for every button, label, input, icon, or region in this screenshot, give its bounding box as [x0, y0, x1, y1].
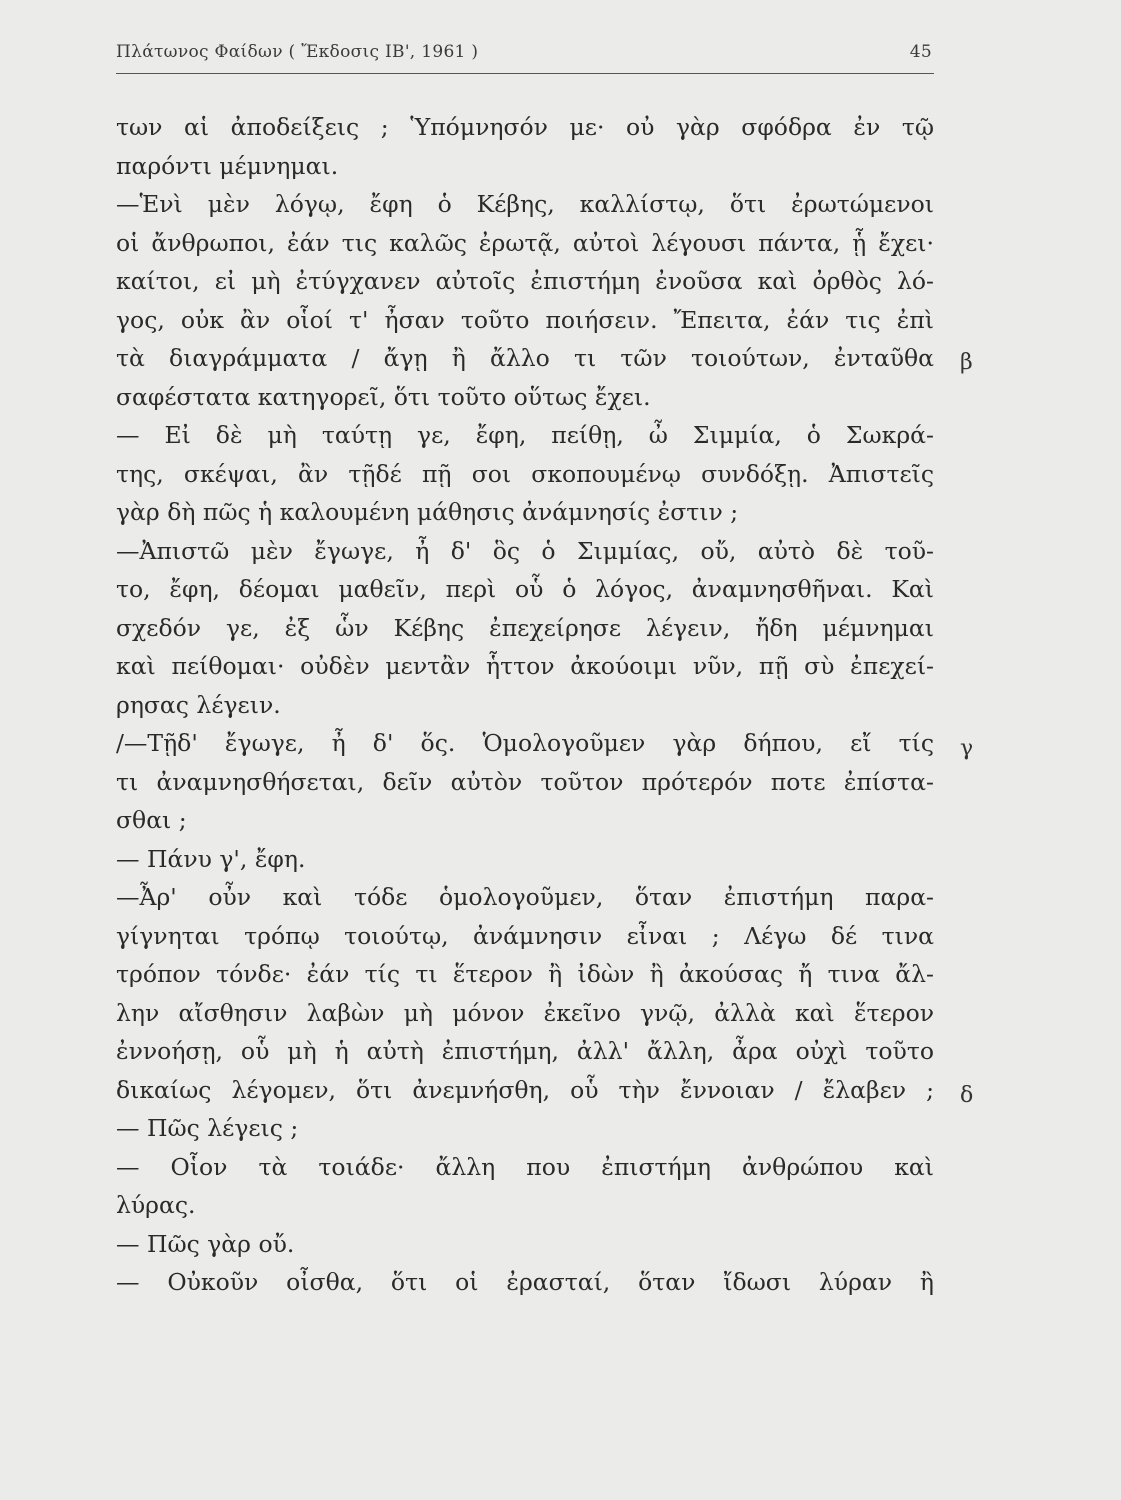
- text-line: — Οἷον τὰ τοιάδε· ἄλλη που ἐπιστήμη ἀνθρώπου καὶ: [116, 1152, 934, 1181]
- text-line: δικαίως λέγομεν, ὅτι ἀνεμνήσθη, οὗ τὴν ἔννοιαν / ἔλαβεν ;: [116, 1075, 934, 1104]
- text-line: —Ἆρ' οὖν καὶ τόδε ὁμολογοῦμεν, ὅταν ἐπιστήμη παρα-: [116, 883, 934, 911]
- margin-note-c: γ: [960, 736, 974, 761]
- text-line: ἐννοήσῃ, οὗ μὴ ἡ αὐτὴ ἐπιστήμη, ἀλλ' ἄλλη, ἆρα οὐχὶ τοῦτο: [116, 1037, 934, 1065]
- text-line: ρησας λέγειν.: [116, 690, 281, 719]
- running-header: [116, 38, 934, 70]
- text-line: τι ἀναμνησθήσεται, δεῖν αὐτὸν τοῦτον πρότερόν ποτε ἐπίστα-: [116, 767, 934, 796]
- header-rule: [116, 73, 934, 74]
- text-line: καίτοι, εἰ μὴ ἐτύγχανεν αὐτοῖς ἐπιστήμη ἐνοῦσα καὶ ὀρθὸς λό-: [116, 267, 934, 295]
- text-line: — Πῶς λέγεις ;: [116, 1114, 299, 1142]
- text-line: το, ἔφη, δέομαι μαθεῖν, περὶ οὗ ὁ λόγος, ἀναμνησθῆναι. Καὶ: [116, 575, 934, 603]
- text-line: —Ἀπιστῶ μὲν ἔγωγε, ἦ δ' ὃς ὁ Σιμμίας, οὔ, αὐτὸ δὲ τοῦ-: [116, 536, 934, 565]
- header-title: Πλάτωνος Φαίδων ( Ἔκδοσις ΙΒ', 1961 ): [116, 42, 479, 62]
- text-line: παρόντι μέμνημαι.: [116, 151, 339, 180]
- text-line: λύρας.: [116, 1191, 196, 1219]
- text-line: τρόπον τόνδε· ἐάν τίς τι ἕτερον ἢ ἰδὼν ἢ ἀκούσας ἤ τινα ἄλ-: [116, 960, 934, 988]
- text-line: των αἱ ἀποδείξεις ; Ὑπόμνησόν με· οὐ γὰρ σφόδρα ἐν τῷ: [116, 113, 934, 141]
- text-line: οἱ ἄνθρωποι, ἐάν τις καλῶς ἐρωτᾷ, αὐτοὶ λέγουσι πάντα, ᾗ ἔχει·: [116, 228, 934, 257]
- text-line: τὰ διαγράμματα / ἄγῃ ἢ ἄλλο τι τῶν τοιούτων, ἐνταῦθα: [116, 344, 934, 372]
- page-number: 45: [909, 42, 932, 62]
- text-line: — Πῶς γὰρ οὔ.: [116, 1229, 295, 1258]
- text-line: —Ἑνὶ μὲν λόγῳ, ἔφη ὁ Κέβης, καλλίστῳ, ὅτι ἐρωτώμενοι: [116, 190, 934, 218]
- margin-note-d: δ: [960, 1083, 974, 1108]
- text-line: λην αἴσθησιν λαβὼν μὴ μόνον ἐκεῖνο γνῷ, ἀλλὰ καὶ ἕτερον: [116, 998, 934, 1027]
- text-line: γίγνηται τρόπῳ τοιούτῳ, ἀνάμνησιν εἶναι ; Λέγω δέ τινα: [116, 921, 934, 950]
- text-line: της, σκέψαι, ἂν τῇδέ πῇ σοι σκοπουμένῳ συνδόξῃ. Ἀπιστεῖς: [116, 459, 934, 488]
- text-line: — Πάνυ γ', ἔφη.: [116, 844, 306, 873]
- text-line: σαφέστατα κατηγορεῖ, ὅτι τοῦτο οὕτως ἔχει.: [116, 382, 651, 411]
- text-line: σθαι ;: [116, 806, 187, 834]
- text-line: γὰρ δὴ πῶς ἡ καλουμένη μάθησις ἀνάμνησίς ἐστιν ;: [116, 498, 739, 526]
- text-line: /—Τῇδ' ἔγωγε, ἦ δ' ὅς. Ὁμολογοῦμεν γὰρ δήπου, εἴ τίς: [116, 729, 934, 757]
- text-line: — Οὐκοῦν οἶσθα, ὅτι οἱ ἐρασταί, ὅταν ἴδωσι λύραν ἢ: [116, 1268, 934, 1296]
- body-text: [116, 108, 934, 1302]
- text-line: — Εἰ δὲ μὴ ταύτῃ γε, ἔφη, πείθῃ, ὦ Σιμμία, ὁ Σωκρά-: [116, 421, 934, 449]
- text-line: γος, οὐκ ἂν οἷοί τ' ἦσαν τοῦτο ποιήσειν. Ἔπειτα, ἐάν τις ἐπὶ: [116, 305, 934, 334]
- text-line: καὶ πείθομαι· οὐδὲν μεντἂν ἧττον ἀκούοιμι νῦν, πῇ σὺ ἐπεχεί-: [116, 652, 934, 680]
- margin-note-b: β: [960, 350, 973, 375]
- text-line: σχεδόν γε, ἐξ ὧν Κέβης ἐπεχείρησε λέγειν, ἤδη μέμνημαι: [116, 613, 934, 642]
